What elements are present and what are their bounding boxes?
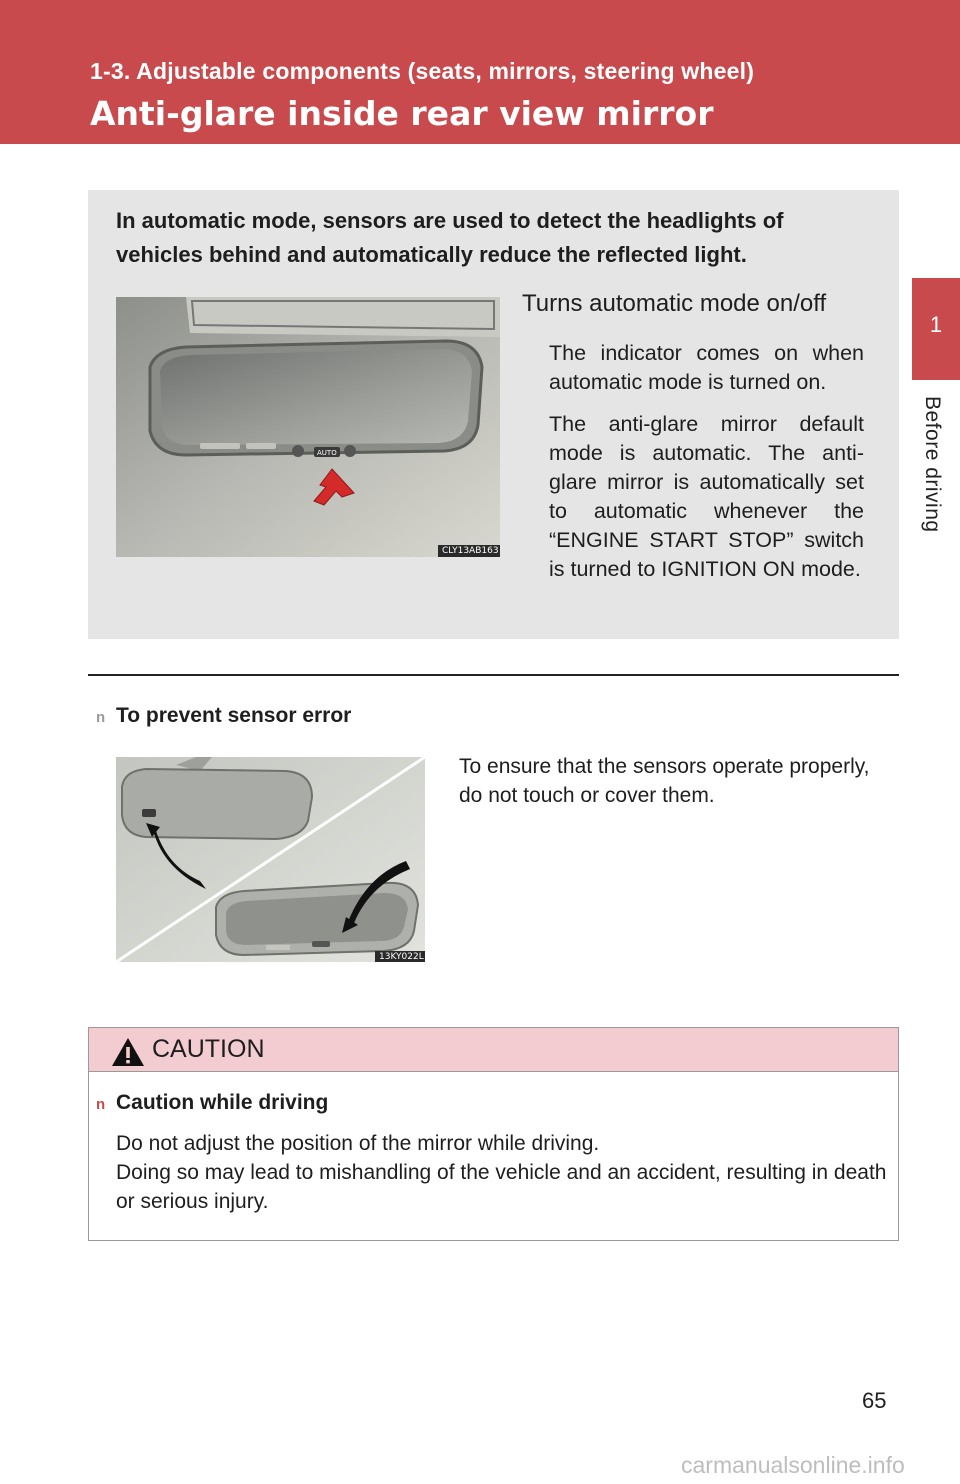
page-title: Anti-glare inside rear view mirror — [90, 94, 714, 133]
section-divider — [88, 674, 899, 676]
sensor-figure — [116, 757, 425, 962]
section-heading: 1-3. Adjustable components (seats, mirrors, steering wheel) — [90, 58, 755, 84]
watermark: carmanualsonline.info — [681, 1452, 905, 1478]
caution-header — [89, 1028, 898, 1072]
bullet-icon: n — [96, 1096, 106, 1113]
caution-label: CAUTION — [152, 1035, 265, 1063]
caution-heading — [96, 1091, 328, 1115]
sensor-text: To ensure that the sensors operate properly, do not touch or cover them. — [459, 755, 870, 807]
sensor-heading — [96, 704, 351, 728]
mirror-illustration — [116, 297, 500, 557]
callout-paragraph-1: The indicator comes on when automatic mode is turned on. — [549, 341, 864, 394]
page-header — [0, 0, 960, 144]
chapter-number: 1 — [929, 312, 943, 337]
sensor-illustration — [116, 757, 425, 962]
caution-line-1: Do not adjust the position of the mirror while driving. — [116, 1132, 600, 1155]
intro-text: In automatic mode, sensors are used to detect the headlights of vehicles behind and automatically reduce the reflected light. — [116, 208, 784, 267]
warning-icon — [111, 1037, 145, 1067]
caution-body — [116, 1129, 896, 1216]
figure-code: CLY13AB163 — [438, 545, 500, 557]
chapter-label — [916, 396, 946, 556]
bullet-icon: n — [96, 709, 106, 726]
mirror-figure — [116, 297, 500, 557]
caution-line-2: Doing so may lead to mishandling of the vehicle and an accident, resulting in death or serious injury. — [116, 1161, 887, 1213]
chapter-label-text: Before driving — [921, 396, 944, 533]
auto-button-label: AUTO — [317, 449, 337, 457]
callout-paragraph-2: The anti-glare mirror default mode is automatic. The anti-glare mirror is automatically set to automatic whenever the “ENGINE START STOP” switch is turned to IGNITION ON mode. — [549, 412, 864, 581]
caution-heading-text: Caution while driving — [116, 1091, 329, 1114]
chapter-tab[interactable] — [912, 278, 960, 380]
caution-box — [88, 1027, 899, 1241]
figure-code: 13KY022L — [375, 951, 425, 962]
page-number: 65 — [862, 1388, 887, 1413]
callout-title: Turns automatic mode on/off — [522, 290, 827, 317]
sensor-heading-text: To prevent sensor error — [116, 704, 352, 727]
